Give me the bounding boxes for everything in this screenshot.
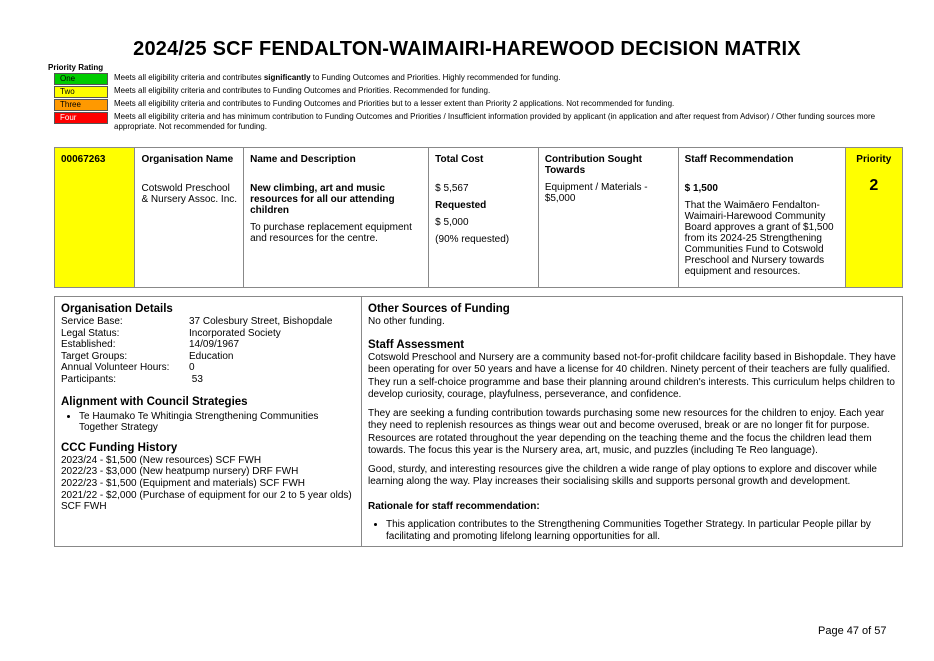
staff-assessment-heading: Staff Assessment <box>368 338 465 351</box>
detail-value: Incorporated Society <box>189 327 281 339</box>
contribution-cell <box>538 148 678 288</box>
staff-recommendation-header: Staff Recommendation <box>684 154 794 165</box>
requested-amount: $ 5,000 <box>435 217 469 228</box>
funding-history-item: 2023/24 - $1,500 (New resources) SCF FWH <box>61 454 262 466</box>
other-funding-text: No other funding. <box>368 316 445 327</box>
legend-row-one <box>54 73 884 85</box>
details-right-column <box>362 297 902 546</box>
detail-value: 53 <box>189 373 203 385</box>
alignment-item: • Te Haumako Te Whitingia Strengthening Communities Together Strategy <box>79 411 355 434</box>
rationale-item: • This application contributes to the Strengthening Communities Together Strategy. In particular People pillar by facilitating and promoting lifelong learning opportunities for all. <box>386 519 896 542</box>
project-description: To purchase replacement equipment and resources for the centre. <box>250 222 412 244</box>
priority-cell <box>845 148 902 288</box>
legend-swatch-three: Three <box>54 99 108 111</box>
detail-value: Education <box>189 350 234 362</box>
detail-row <box>61 374 355 386</box>
name-description-header: Name and Description <box>250 154 356 165</box>
legend-text-two: Meets all eligibility criteria and contributes to Funding Outcomes and Priorities. Recommended for funding. <box>114 86 491 95</box>
priority-header: Priority <box>856 154 892 165</box>
priority-legend <box>54 73 884 133</box>
legend-text-one: Meets all eligibility criteria and contributes significantly to Funding Outcomes and Priorities. Highly recommended for funding. <box>114 73 561 82</box>
details-panel <box>54 296 903 547</box>
total-cost-value: $ 5,567 <box>435 183 469 194</box>
funding-history-item: 2021/22 - $2,000 (Purchase of equipment for our 2 to 5 year olds) SCF FWH <box>61 489 352 513</box>
alignment-heading: Alignment with Council Strategies <box>61 395 248 408</box>
page-title: 2024/25 SCF FENDALTON-WAIMAIRI-HAREWOOD DECISION MATRIX <box>133 38 801 60</box>
application-id-cell <box>55 148 135 288</box>
detail-row <box>61 339 355 351</box>
name-description-cell <box>244 148 429 288</box>
detail-value: 14/09/1967 <box>189 339 240 351</box>
organisation-details-heading: Organisation Details <box>61 303 173 315</box>
funding-history-item: 2022/23 - $3,000 (New heatpump nursery) DRF FWH <box>61 466 299 478</box>
legend-row-three <box>54 99 884 111</box>
rationale-list <box>368 519 896 542</box>
application-id: 00067263 <box>61 154 106 165</box>
requested-label: Requested <box>435 200 487 211</box>
priority-rating-heading: Priority Rating <box>48 63 104 72</box>
organisation-name: Cotswold Preschool & Nursery Assoc. Inc. <box>141 183 238 205</box>
assessment-paragraph: They are seeking a funding contribution towards purchasing some new resources for the children to enjoy. Each year they need to replenish resources as things wear out and become overused, break or are no longer fit for purpose. Resources are rotated throughout the year depending on the teaching theme and the focus the children lead them towards. The focus this year is the Nursery area, art, music, and puzzles (including Te Reo language). <box>368 407 885 456</box>
detail-key: Participants: <box>61 373 117 385</box>
legend-swatch-four: Four <box>54 112 108 124</box>
contribution-header: Contribution Sought Towards <box>544 154 643 176</box>
other-funding-heading: Other Sources of Funding <box>368 303 510 315</box>
legend-text-four: Meets all eligibility criteria and has minimum contribution to Funding Outcomes and Priorities / Insufficient information provided by applicant (in application and after request from Advisor) / Other funding sources more appropriate. Not recommended for funding. <box>114 112 876 131</box>
legend-swatch-two: Two <box>54 86 108 98</box>
total-cost-cell <box>429 148 539 288</box>
legend-swatch-one: One <box>54 73 108 85</box>
detail-key: Service Base: <box>61 316 123 327</box>
detail-key: Legal Status: <box>61 327 120 339</box>
detail-row <box>61 362 355 374</box>
detail-row <box>61 316 355 328</box>
requested-percent: (90% requested) <box>435 234 510 245</box>
funding-history-item: 2022/23 - $1,500 (Equipment and materials) SCF FWH <box>61 477 305 489</box>
alignment-list <box>61 411 355 434</box>
total-cost-header: Total Cost <box>435 154 484 165</box>
organisation-header: Organisation Name <box>141 154 234 165</box>
legend-row-four <box>54 112 884 132</box>
page-number: Page 47 of 57 <box>818 625 887 637</box>
detail-value: 37 Colesbury Street, Bishopdale <box>189 316 333 327</box>
staff-recommendation-amount: $ 1,500 <box>684 183 718 194</box>
assessment-paragraph: Good, sturdy, and interesting resources give the children a wide range of play options to explore and discover while learning along the way. Play increases their socialising skills and supports personal growth and development. <box>368 463 877 487</box>
detail-key: Target Groups: <box>61 350 128 362</box>
assessment-paragraph: Cotswold Preschool and Nursery are a community based not-for-profit childcare facility based in Bishopdale. They have been operating for over 50 years and have a license for 40 children. Ninety percent of their teachers are fully qualified. They run a self-choice programme and base their planning around children's interests. This curriculum helps children to develop curiosity, courage, playfulness, perseverance, and confidence. <box>368 351 896 400</box>
staff-recommendation-cell <box>678 148 845 288</box>
project-name: New climbing, art and music resources for all our attending children <box>250 183 395 216</box>
legend-row-two <box>54 86 884 98</box>
rationale-heading: Rationale for staff recommendation: <box>368 500 540 512</box>
funding-history-heading: CCC Funding History <box>61 441 178 454</box>
detail-row <box>61 351 355 363</box>
details-left-column <box>55 297 362 546</box>
legend-text-three: Meets all eligibility criteria and contributes to Funding Outcomes and Priorities but to a lesser extent than Priority 2 applications. Not recommended for funding. <box>114 99 675 108</box>
detail-key: Annual Volunteer Hours: <box>61 362 170 374</box>
detail-key: Established: <box>61 339 116 351</box>
detail-row <box>61 328 355 340</box>
organisation-cell <box>135 148 244 288</box>
contribution-value: Equipment / Materials - $5,000 <box>544 182 648 204</box>
staff-recommendation-text: That the Waimāero Fendalton-Waimairi-Harewood Community Board approves a grant of $1,500 from its 2024-25 Strengthening Communities Fund to Cotswold Preschool and Nursery towards equipment and resources. <box>684 200 834 277</box>
application-matrix <box>54 147 903 288</box>
detail-value: 0 <box>189 362 195 374</box>
priority-value: 2 <box>869 177 879 194</box>
